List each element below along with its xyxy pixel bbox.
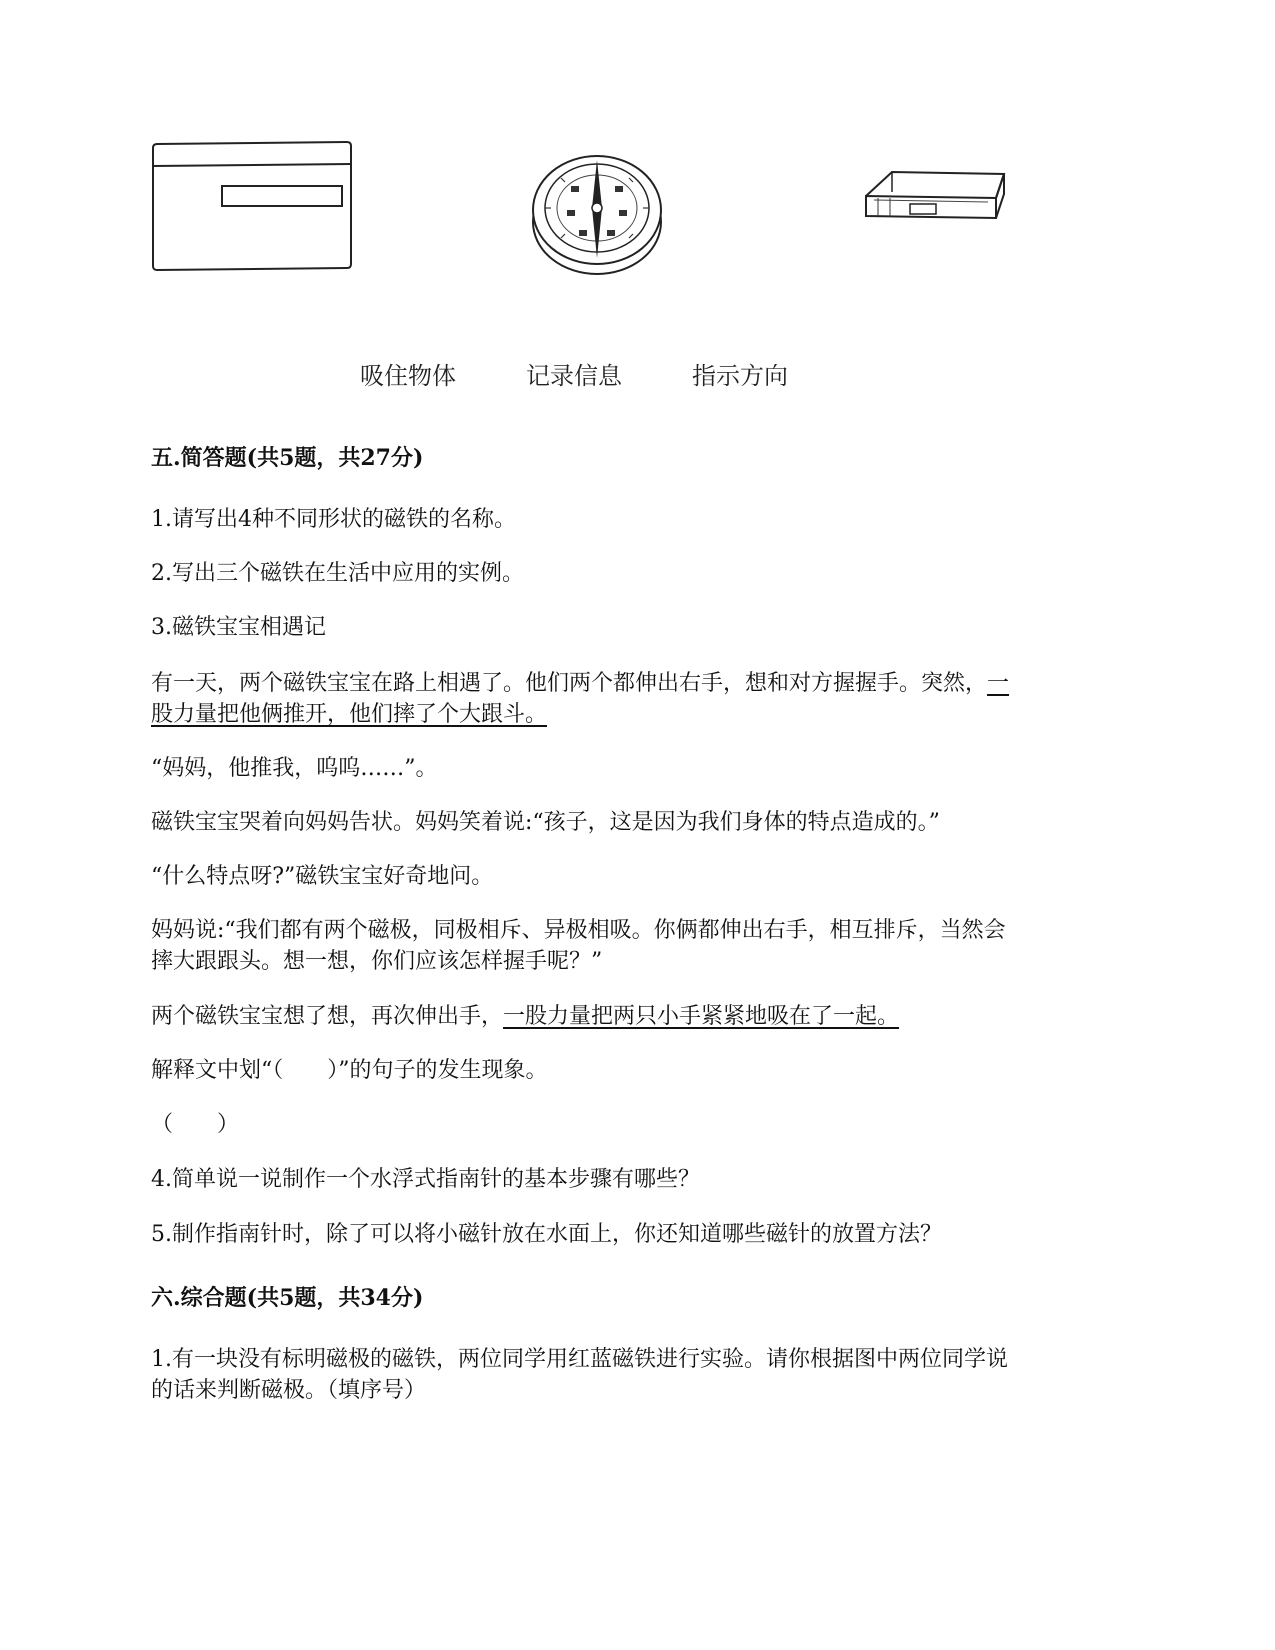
paragraph-line: “什么特点呀?”磁铁宝宝好奇地问。	[151, 864, 494, 889]
option-label: 记录信息	[526, 362, 622, 390]
question-text: 4.简单说一说制作一个水浮式指南针的基本步骤有哪些？	[151, 1167, 700, 1192]
answer-blank: （ ）	[151, 1112, 240, 1137]
paragraph-text: 两个磁铁宝宝想了想，再次伸出手，	[151, 1004, 504, 1029]
question-text: 1.请写出4种不同形状的磁铁的名称。	[151, 507, 516, 532]
paragraph-line	[151, 699, 547, 731]
magnetic-card-image	[148, 140, 356, 276]
question-text: 的话来判断磁极。（填序号）	[151, 1378, 427, 1403]
question-text: 3.磁铁宝宝相遇记	[151, 615, 326, 640]
question-text: 1.有一块没有标明磁极的磁铁，两位同学用红蓝磁铁进行实验。请你根据图中两位同学说	[151, 1347, 1008, 1372]
paragraph-text: 有一天，两个磁铁宝宝在路上相遇了。他们两个都伸出右手，想和对方握握手。突然，	[151, 671, 988, 696]
paragraph-line: 摔大跟跟头。想一想，你们应该怎样握手呢？”	[151, 949, 603, 974]
paragraph-line: 妈妈说:“我们都有两个磁极，同极相斥、异极相吸。你俩都伸出右手，相互排斥，当然会	[151, 918, 1006, 943]
pencil-box-image	[862, 164, 1008, 230]
paragraph-line: 磁铁宝宝哭着向妈妈告状。妈妈笑着说:“孩子，这是因为我们身体的特点造成的。”	[151, 810, 940, 835]
question-text: 2.写出三个磁铁在生活中应用的实例。	[151, 561, 524, 586]
compass-image	[527, 140, 667, 282]
section-heading: 六.综合题(共5题，共34分)	[151, 1285, 424, 1311]
option-label: 吸住物体	[360, 362, 456, 390]
paragraph-line	[151, 668, 1009, 700]
underlined-text: 一股力量把两只小手紧紧地吸在了一起。	[503, 1004, 900, 1029]
option-label: 指示方向	[692, 362, 788, 390]
paragraph-line	[151, 1001, 899, 1033]
underlined-text: 一	[987, 671, 1010, 696]
underlined-text: 股力量把他俩推开，他们摔了个大跟斗。	[151, 702, 548, 727]
question-text: 5.制作指南针时，除了可以将小磁针放在水面上，你还知道哪些磁针的放置方法？	[151, 1222, 942, 1247]
paragraph-line: “妈妈，他推我，呜呜……”。	[151, 756, 438, 781]
paragraph-line: 解释文中划“（ ）”的句子的发生现象。	[151, 1058, 548, 1083]
section-heading: 五.简答题(共5题，共27分)	[151, 445, 424, 471]
